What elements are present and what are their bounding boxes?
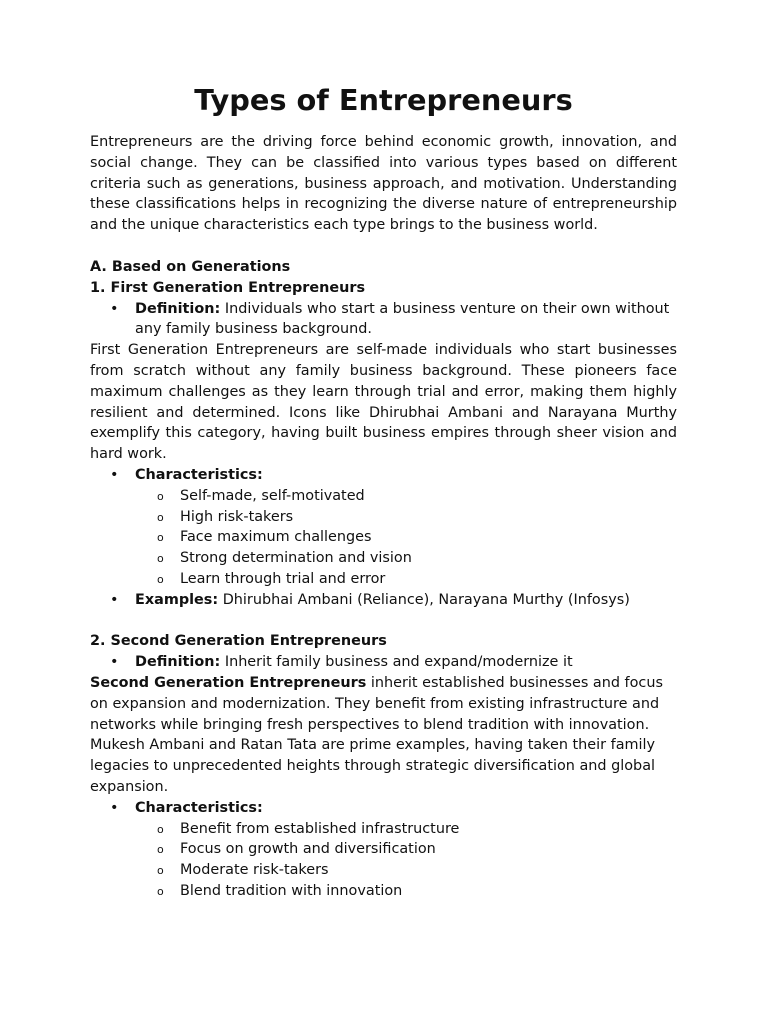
subheading-second-generation: 2. Second Generation Entrepreneurs bbox=[90, 633, 387, 650]
second-gen-paragraph bbox=[90, 673, 677, 798]
subheading-first-generation: 1. First Generation Entrepreneurs bbox=[90, 279, 366, 296]
document-page bbox=[90, 83, 677, 902]
list-item: o High risk-takers bbox=[135, 507, 677, 528]
first-gen-characteristics-list bbox=[90, 465, 677, 486]
first-gen-definition-list bbox=[90, 299, 677, 341]
second-gen-characteristics-list bbox=[90, 798, 677, 819]
second-gen-characteristics-item bbox=[90, 798, 677, 819]
first-gen-examples-item bbox=[90, 590, 677, 611]
list-item: o Focus on growth and diversification bbox=[135, 839, 677, 860]
definition-text: Individuals who start a business venture on their own without any family business background. bbox=[135, 300, 670, 338]
list-item: o Learn through trial and error bbox=[135, 569, 677, 590]
intro-paragraph: Entrepreneurs are the driving force behind economic growth, innovation, and social change. They can be classified into various types based on different criteria such as generations, business approach, and motivation. Understanding these classifications helps in recognizing the diverse nature of entrepreneurship and the unique characteristics each type brings to the business world. bbox=[90, 134, 677, 234]
characteristics-label: Characteristics: bbox=[135, 466, 263, 483]
section-heading-generations: A. Based on Generations bbox=[90, 258, 291, 275]
definition-label: Definition: bbox=[135, 654, 221, 671]
second-gen-paragraph-lead: Second Generation Entrepreneurs bbox=[90, 674, 367, 691]
first-gen-characteristics-sublist bbox=[90, 486, 677, 590]
examples-label: Examples: bbox=[135, 591, 219, 608]
second-gen-definition-item bbox=[90, 652, 677, 673]
second-gen-definition-list bbox=[90, 652, 677, 673]
document-title: Types of Entrepreneurs bbox=[194, 83, 573, 117]
list-item: o Blend tradition with innovation bbox=[135, 881, 677, 902]
first-gen-characteristics-item bbox=[90, 465, 677, 486]
second-gen-characteristics-sublist bbox=[90, 819, 677, 902]
definition-text: Inherit family business and expand/modernize it bbox=[220, 654, 573, 671]
examples-text: Dhirubhai Ambani (Reliance), Narayana Murthy (Infosys) bbox=[218, 591, 630, 608]
second-gen-paragraph-body: inherit established businesses and focus on expansion and modernization. They benefit from existing infrastructure and networks while bringing fresh perspectives to blend tradition with innovation. Mukesh Ambani and Ratan Tata are prime examples, having taken their family legacies to unprecedented heights through strategic diversification and global expansion. bbox=[90, 674, 663, 795]
definition-label: Definition: bbox=[135, 300, 221, 317]
list-item: o Moderate risk-takers bbox=[135, 860, 677, 881]
characteristics-label: Characteristics: bbox=[135, 799, 263, 816]
first-gen-definition-item bbox=[90, 299, 677, 341]
list-item: o Strong determination and vision bbox=[135, 548, 677, 569]
list-item: o Benefit from established infrastructure bbox=[135, 819, 677, 840]
list-item: o Face maximum challenges bbox=[135, 527, 677, 548]
first-gen-paragraph: First Generation Entrepreneurs are self-made individuals who start businesses from scratch without any family business background. These pioneers face maximum challenges as they learn through trial and error, making them highly resilient and determined. Icons like Dhirubhai Ambani and Narayana Murthy exemplify this category, having built business empires through sheer vision and hard work. bbox=[90, 342, 677, 463]
list-item: o Self-made, self-motivated bbox=[135, 486, 677, 507]
first-gen-examples-list bbox=[90, 590, 677, 611]
